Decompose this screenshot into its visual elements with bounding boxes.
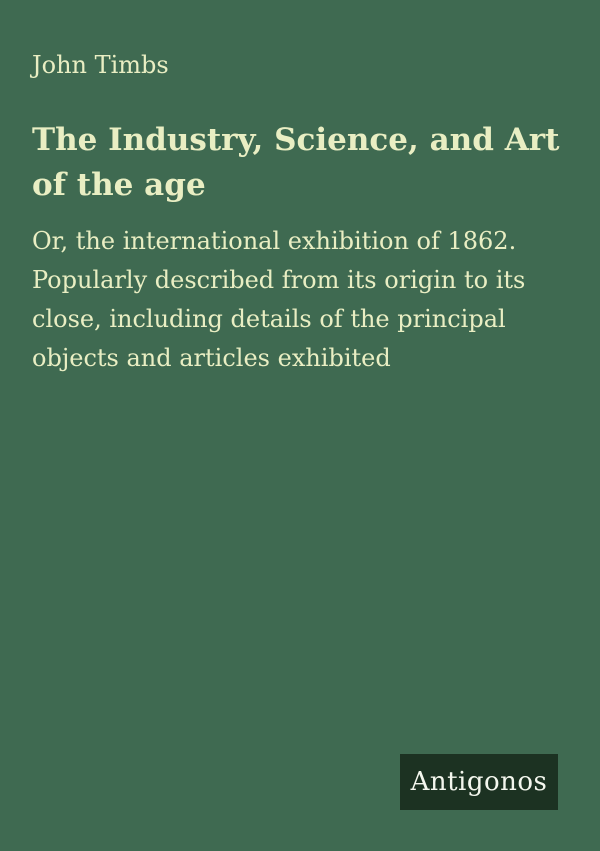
book-title: The Industry, Science, and Art of the age bbox=[32, 122, 560, 203]
publisher-name: Antigonos bbox=[410, 767, 548, 797]
author-name: John Timbs bbox=[32, 51, 169, 79]
book-subtitle: Or, the international exhibition of 1862. Popularly described from its origin to its close, including details of the principal objects and articles exhibited bbox=[32, 227, 526, 372]
publisher-badge bbox=[400, 754, 558, 810]
